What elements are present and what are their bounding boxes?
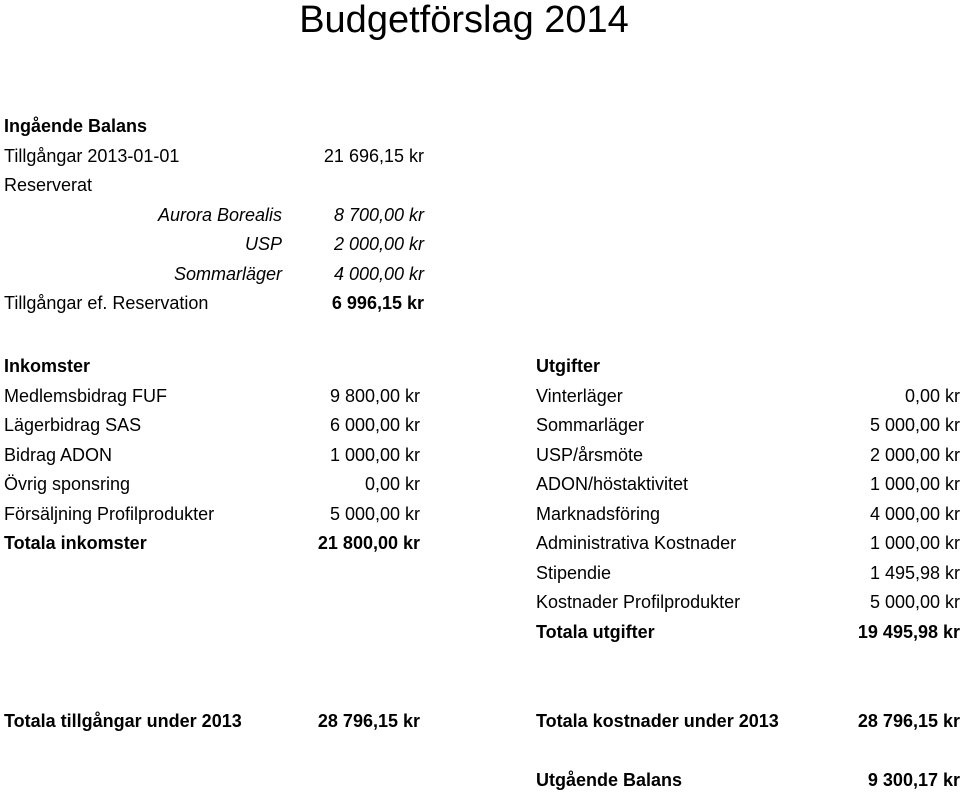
income-item-label: Medlemsbidrag FUF — [4, 385, 168, 406]
expense-item-label: Administrativa Kostnader — [536, 533, 737, 553]
total-assets-label: Totala tillgångar under 2013 — [4, 711, 242, 731]
expense-item-label: ADON/höstaktivitet — [536, 474, 689, 494]
income-total-value: 21 800,00 kr — [317, 533, 420, 553]
expense-total-value: 19 495,98 kr — [857, 621, 960, 642]
total-costs-value: 28 796,15 kr — [857, 711, 960, 731]
income-item-value: 1 000,00 kr — [329, 444, 420, 465]
budget-row — [4, 618, 960, 648]
budget-row — [4, 529, 960, 559]
opening-heading: Ingående Balans — [4, 116, 148, 136]
budget-row — [4, 500, 960, 530]
expense-item-label: Vinterläger — [536, 385, 623, 406]
budget-row — [4, 588, 960, 618]
expense-item-value: 1 000,00 kr — [869, 474, 960, 494]
expense-item-value: 1 000,00 kr — [869, 533, 960, 553]
expense-item-value: 4 000,00 kr — [869, 503, 960, 524]
income-heading: Inkomster — [4, 356, 91, 376]
expense-item-value: 0,00 kr — [904, 385, 960, 406]
assets-label: Tillgångar 2013-01-01 — [4, 145, 180, 166]
closing-balance-section — [4, 766, 960, 796]
opening-balance-section — [4, 112, 424, 319]
budget-row — [4, 382, 960, 412]
totals-row — [4, 707, 960, 737]
income-expense-section — [4, 352, 960, 647]
expense-item-label: USP/årsmöte — [536, 444, 644, 465]
after-reservation-row — [4, 289, 424, 319]
reserved-row — [4, 171, 424, 201]
budget-row — [4, 411, 960, 441]
expense-item-label: Stipendie — [536, 562, 612, 583]
budget-row — [4, 470, 960, 500]
expense-item-value: 5 000,00 kr — [869, 415, 960, 435]
expenses-heading: Utgifter — [536, 356, 600, 376]
after-reservation-label: Tillgångar ef. Reservation — [4, 293, 209, 313]
expense-item-value: 2 000,00 kr — [869, 444, 960, 465]
totals-section — [4, 707, 960, 737]
reserved-item-value: 8 700,00 kr — [333, 204, 424, 225]
income-item-value: 6 000,00 kr — [329, 415, 420, 435]
assets-value: 21 696,15 kr — [323, 145, 424, 166]
expense-item-value: 1 495,98 kr — [869, 562, 960, 583]
budget-row — [4, 441, 960, 471]
income-item-label: Övrig sponsring — [4, 474, 131, 494]
total-assets-value: 28 796,15 kr — [317, 711, 420, 731]
opening-heading-row — [4, 112, 424, 142]
expense-item-label: Kostnader Profilprodukter — [536, 592, 741, 612]
reserved-item-row — [4, 230, 424, 260]
income-item-value: 5 000,00 kr — [329, 503, 420, 524]
reserved-item-label: USP — [244, 234, 282, 254]
expense-total-label: Totala utgifter — [536, 621, 655, 642]
assets-row — [4, 142, 424, 172]
reserved-item-value: 2 000,00 kr — [333, 234, 424, 254]
income-item-label: Försäljning Profilprodukter — [4, 503, 215, 524]
expense-item-value: 5 000,00 kr — [869, 592, 960, 612]
reserved-label: Reserverat — [4, 175, 93, 195]
closing-balance-label: Utgående Balans — [536, 770, 683, 790]
expense-item-label: Marknadsföring — [536, 503, 661, 524]
reserved-item-label: Aurora Borealis — [157, 204, 282, 225]
reserved-item-row — [4, 201, 424, 231]
reserved-item-value: 4 000,00 kr — [333, 263, 424, 284]
heading-row — [4, 352, 960, 382]
budget-row — [4, 559, 960, 589]
income-item-label: Bidrag ADON — [4, 444, 113, 465]
income-item-value: 0,00 kr — [364, 474, 420, 494]
closing-balance-row — [4, 766, 960, 796]
closing-balance-value: 9 300,17 kr — [867, 770, 960, 790]
income-total-label: Totala inkomster — [4, 533, 147, 553]
page-title: Budgetförslag 2014 — [299, 0, 629, 41]
income-item-value: 9 800,00 kr — [329, 385, 420, 406]
total-costs-label: Totala kostnader under 2013 — [536, 711, 779, 731]
expense-item-label: Sommarläger — [536, 415, 645, 435]
after-reservation-value: 6 996,15 kr — [331, 293, 424, 313]
income-item-label: Lägerbidrag SAS — [4, 415, 142, 435]
reserved-item-row — [4, 260, 424, 290]
reserved-item-label: Sommarläger — [173, 263, 282, 284]
